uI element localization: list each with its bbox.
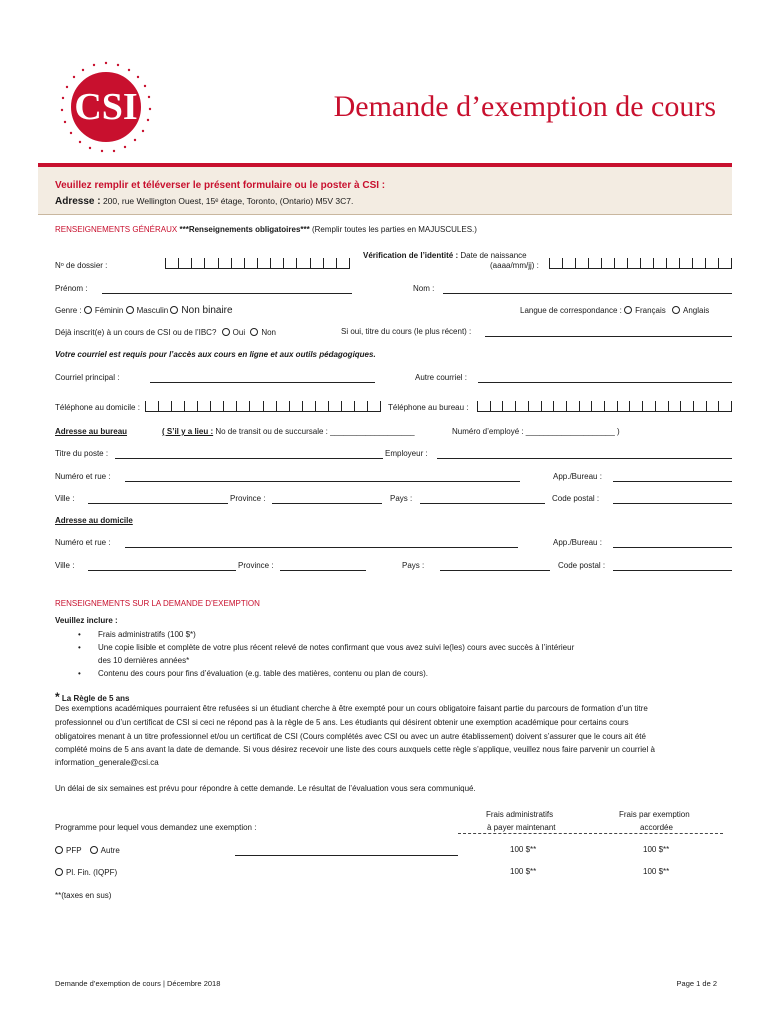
col2-header-a: Frais par exemption <box>619 810 690 819</box>
domicile-pays-label: Pays : <box>402 561 425 570</box>
banner-heading: Veuillez remplir et téléverser le présent formulaire ou le poster à CSI : <box>55 180 386 191</box>
birthdate-field[interactable] <box>549 258 732 269</box>
non-binaire-radio[interactable] <box>170 306 178 314</box>
identity-bold: Vérification de l’identité : <box>363 251 459 260</box>
box-divider <box>640 258 641 268</box>
box-divider <box>244 258 245 268</box>
tel-bureau-field[interactable] <box>477 401 732 412</box>
non-radio[interactable] <box>250 328 258 336</box>
masculin-radio[interactable] <box>126 306 134 314</box>
box-divider <box>604 401 605 411</box>
autre-label: Autre <box>100 846 120 855</box>
bureau-province-field[interactable] <box>272 503 382 504</box>
titre-poste-label: Titre du poste : <box>55 449 109 458</box>
submission-banner <box>38 167 732 215</box>
box-divider <box>566 401 567 411</box>
fill-note: (Remplir toutes les parties en MAJUSCULES.) <box>311 225 477 234</box>
pfp-radio[interactable] <box>55 846 63 854</box>
box-divider <box>223 401 224 411</box>
si-oui-label: Si oui, titre du cours (le plus récent) : <box>341 327 472 336</box>
bureau-app-label: App./Bureau : <box>553 472 602 481</box>
pfp-label: PFP <box>66 846 82 855</box>
deja-inscrit-label: Déjà inscrit(e) à un cours de CSI ou de l’IBC? <box>55 328 217 337</box>
box-divider <box>218 258 219 268</box>
box-divider <box>210 401 211 411</box>
domicile-app-field[interactable] <box>613 547 732 548</box>
bureau-code-postal-field[interactable] <box>613 503 732 504</box>
tel-domicile-label: Téléphone au domicile : <box>55 403 140 412</box>
domicile-code-postal-label: Code postal : <box>558 561 606 570</box>
bullet-text: Une copie lisible et complète de votre plus récent relevé de notes confirmant que vous avez suivi le(les) cours avec succès à l’intérieur <box>98 643 575 652</box>
autre-courriel-field[interactable] <box>478 382 732 383</box>
dossier-label: Nᵒ de dossier : <box>55 261 108 270</box>
box-divider <box>515 401 516 411</box>
plfin-fee-1: 100 $** <box>510 867 537 876</box>
bureau-pays-label: Pays : <box>390 494 413 503</box>
bureau-code-postal-label: Code postal : <box>552 494 600 503</box>
oui-radio[interactable] <box>222 328 230 336</box>
box-divider <box>668 401 669 411</box>
box-divider <box>184 401 185 411</box>
adresse-bureau-heading: Adresse au bureau <box>55 427 128 436</box>
domicile-ville-label: Ville : <box>55 561 75 570</box>
employeur-label: Employeur : <box>385 449 428 458</box>
feminin-radio[interactable] <box>84 306 92 314</box>
bureau-ville-field[interactable] <box>88 503 228 504</box>
address-label: Adresse : <box>55 196 101 207</box>
sil-y-a-lieu-label: ( S’il y a lieu : <box>162 427 214 436</box>
box-divider <box>693 401 694 411</box>
box-divider <box>614 258 615 268</box>
box-divider <box>249 401 250 411</box>
box-divider <box>257 258 258 268</box>
plfin-label: Pl. Fin. (IQPF) <box>66 868 118 877</box>
box-divider <box>315 401 316 411</box>
rule-line-3: obligatoires menant à un titre professionnel et/ou un certificat de CSI (Cours complétés avec CSI ou avec un autre établissement) doivent s’assurer que le cours ait été <box>55 732 646 741</box>
domicile-ville-field[interactable] <box>88 570 236 571</box>
csi-logo <box>56 57 156 157</box>
box-divider <box>591 401 592 411</box>
rule-line-5: information_generale@csi.ca <box>55 758 159 767</box>
domicile-app-label: App./Bureau : <box>553 538 602 547</box>
non-label: Non <box>261 328 277 337</box>
adresse-domicile-heading: Adresse au domicile <box>55 516 133 525</box>
box-divider <box>289 401 290 411</box>
bureau-numero-rue-field[interactable] <box>125 481 520 482</box>
box-divider <box>191 258 192 268</box>
box-divider <box>270 258 271 268</box>
prenom-field[interactable] <box>102 293 352 294</box>
box-divider <box>706 401 707 411</box>
genre-label: Genre : <box>55 306 82 315</box>
feminin-label: Féminin <box>94 306 124 315</box>
box-divider <box>579 401 580 411</box>
box-divider <box>276 401 277 411</box>
genre-row <box>55 306 233 316</box>
box-divider <box>145 401 146 411</box>
bureau-province-label: Province : <box>230 494 266 503</box>
bullet-2-continued: des 10 dernières années* <box>98 656 190 665</box>
include-label: Veuillez inclure : <box>55 616 118 625</box>
box-divider <box>204 258 205 268</box>
domicile-province-field[interactable] <box>280 570 366 571</box>
sil-y-a-lieu-row <box>162 428 415 436</box>
langue-row <box>520 306 709 315</box>
plfin-radio[interactable] <box>55 868 63 876</box>
box-divider <box>367 401 368 411</box>
box-divider <box>283 258 284 268</box>
box-divider <box>731 401 732 411</box>
titre-poste-field[interactable] <box>115 458 383 459</box>
bullet-dot: • <box>78 643 81 652</box>
autre-radio[interactable] <box>90 846 98 854</box>
bullet-dot: • <box>78 630 81 639</box>
francais-radio[interactable] <box>624 306 632 314</box>
transit-label: No de transit ou de succursale : ___________________ <box>215 427 415 436</box>
identity-label <box>363 252 527 260</box>
box-divider <box>502 401 503 411</box>
box-divider <box>679 258 680 268</box>
table-header-rule <box>458 833 723 834</box>
non-binaire-label: Non binaire <box>181 305 233 316</box>
box-divider <box>263 401 264 411</box>
box-divider <box>655 401 656 411</box>
footer-page-number: Page 1 de 2 <box>676 979 717 988</box>
address-value: 200, rue Wellington Ouest, 15ᵉ étage, Toronto, (Ontario) M5V 3C7. <box>102 196 354 206</box>
rule-title-text: La Règle de 5 ans <box>61 694 130 703</box>
box-divider <box>549 258 550 268</box>
box-divider <box>349 258 350 268</box>
courriel-note: Votre courriel est requis pour l’accès aux cours en ligne et aux outils pédagogiques. <box>55 350 376 359</box>
nom-label: Nom : <box>413 284 435 293</box>
anglais-radio[interactable] <box>672 306 680 314</box>
autre-program-field[interactable] <box>235 855 458 856</box>
box-divider <box>490 401 491 411</box>
exemption-heading: RENSEIGNEMENTS SUR LA DEMANDE D’EXEMPTION <box>55 599 260 608</box>
identity-rest: Date de naissance <box>460 251 527 260</box>
box-divider <box>629 401 630 411</box>
general-section-header <box>55 226 477 234</box>
box-divider <box>165 258 166 268</box>
box-divider <box>627 258 628 268</box>
bullet-dot: • <box>78 669 81 678</box>
box-divider <box>718 401 719 411</box>
delay-note: Un délai de six semaines est prévu pour répondre à cette demande. Le résultat de l’évaluation vous sera communiqué. <box>55 784 476 793</box>
pfp-fee-1: 100 $** <box>510 845 537 854</box>
course-title-field[interactable] <box>485 336 732 337</box>
box-divider <box>336 258 337 268</box>
box-divider <box>541 401 542 411</box>
rule-line-1: Des exemptions académiques pourraient être refusées si un étudiant cherche à être exempté pour un cours obligatoire faisant partie du parcours de formation d’un titre <box>55 704 648 713</box>
box-divider <box>705 258 706 268</box>
employeur-field[interactable] <box>437 458 732 459</box>
box-divider <box>666 258 667 268</box>
courriel-principal-label: Courriel principal : <box>55 373 120 382</box>
rule-title <box>55 691 130 703</box>
box-divider <box>310 258 311 268</box>
footer-left: Demande d’exemption de cours | Décembre 2018 <box>55 979 221 988</box>
box-divider <box>296 258 297 268</box>
box-divider <box>477 401 478 411</box>
col1-header-a: Frais administratifs <box>486 810 554 819</box>
masculin-label: Masculin <box>136 306 169 315</box>
box-divider <box>323 258 324 268</box>
box-divider <box>231 258 232 268</box>
box-divider <box>562 258 563 268</box>
row-pfp <box>55 846 120 855</box>
bullet-text: Frais administratifs (100 $*) <box>98 630 196 639</box>
tel-domicile-field[interactable] <box>145 401 381 412</box>
box-divider <box>354 401 355 411</box>
page-title: Demande d’exemption de cours <box>333 90 716 123</box>
box-divider <box>528 401 529 411</box>
box-divider <box>197 401 198 411</box>
francais-label: Français <box>635 306 666 315</box>
courriel-principal-field[interactable] <box>150 382 375 383</box>
pfp-fee-2: 100 $** <box>643 845 670 854</box>
box-divider <box>680 401 681 411</box>
prenom-label: Prénom : <box>55 284 88 293</box>
anglais-label: Anglais <box>683 306 710 315</box>
box-divider <box>341 401 342 411</box>
autre-courriel-label: Autre courriel : <box>415 373 468 382</box>
oui-label: Oui <box>232 328 246 337</box>
box-divider <box>158 401 159 411</box>
deja-inscrit-row <box>55 328 276 337</box>
box-divider <box>692 258 693 268</box>
box-divider <box>617 401 618 411</box>
plfin-fee-2: 100 $** <box>643 867 670 876</box>
box-divider <box>380 401 381 411</box>
taxes-note: **(taxes en sus) <box>55 891 112 900</box>
domicile-pays-field[interactable] <box>440 570 550 571</box>
domicile-province-label: Province : <box>238 561 274 570</box>
bureau-ville-label: Ville : <box>55 494 75 503</box>
box-divider <box>302 401 303 411</box>
rule-line-4: complété moins de 5 ans avant la date de demande. Si vous désirez recevoir une liste des cours auxquels cette règle s’applique, veuillez nous faire parvenir un courriel à <box>55 745 655 754</box>
rule-line-2: professionnel ou d’un certificat de CSI si ceci ne répond pas à la règle de 5 ans. Les étudiants qui désirent obtenir une exemption académique pour certains cours <box>55 718 629 727</box>
langue-label: Langue de correspondance : <box>520 306 622 315</box>
tel-bureau-label: Téléphone au bureau : <box>388 403 469 412</box>
bullet-text: Contenu des cours pour fins d’évaluation (e.g. table des matières, contenu ou plan de cours). <box>98 669 428 678</box>
box-divider <box>588 258 589 268</box>
identity-format: (aaaa/mm/jj) : <box>490 261 539 270</box>
domicile-code-postal-field[interactable] <box>613 570 732 571</box>
bureau-numero-rue-label: Numéro et rue : <box>55 472 111 481</box>
box-divider <box>328 401 329 411</box>
box-divider <box>731 258 732 268</box>
rule-star: * <box>55 690 60 704</box>
dossier-field[interactable] <box>165 258 350 269</box>
col2-header-b: accordée <box>640 823 673 832</box>
logo-text: CSI <box>74 86 138 128</box>
banner-address <box>55 197 353 207</box>
box-divider <box>171 401 172 411</box>
bureau-pays-field[interactable] <box>420 503 545 504</box>
box-divider <box>575 258 576 268</box>
box-divider <box>236 401 237 411</box>
box-divider <box>718 258 719 268</box>
box-divider <box>601 258 602 268</box>
row-plfin <box>55 868 117 877</box>
domicile-numero-rue-label: Numéro et rue : <box>55 538 111 547</box>
bureau-app-field[interactable] <box>613 481 732 482</box>
box-divider <box>642 401 643 411</box>
nom-field[interactable] <box>443 293 732 294</box>
general-heading: RENSEIGNEMENTS GÉNÉRAUX <box>55 225 178 234</box>
domicile-numero-rue-field[interactable] <box>125 547 518 548</box>
programme-label: Programme pour lequel vous demandez une exemption : <box>55 823 257 832</box>
required-note: ***Renseignements obligatoires*** <box>179 225 310 234</box>
box-divider <box>553 401 554 411</box>
col1-header-b: à payer maintenant <box>487 823 556 832</box>
box-divider <box>178 258 179 268</box>
numero-employe-label: Numéro d’employé : ____________________ ) <box>452 427 620 436</box>
box-divider <box>653 258 654 268</box>
